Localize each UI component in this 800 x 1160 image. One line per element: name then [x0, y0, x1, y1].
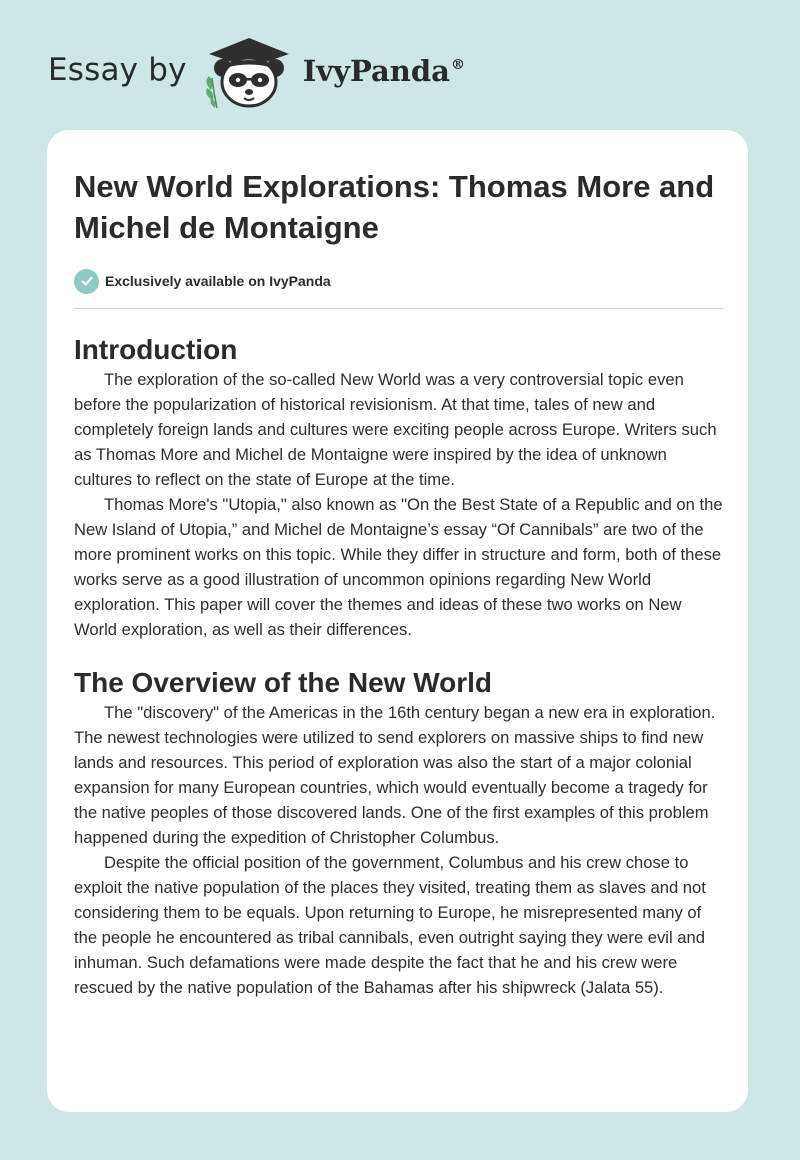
paragraph: The exploration of the so-called New World was a very controversial topic even before the popularization of historical revisionism. At that time, tales of new and completely foreign lands and cultures were exciting people across Europe. Writers such as Thomas More and Michel de Montaigne were inspired by the idea of unknown cultures to reflect on the state of Europe at the time.	[74, 370, 717, 489]
paragraph: The "discovery" of the Americas in the 16th century began a new era in exploration. The newest technologies were utilized to send explorers on massive ships to find new lands and resources. This period of exploration was also the start of a major colonial expansion for many European countries, which would eventually become a tragedy for the native peoples of those discovered lands. One of the first examples of this problem happened during the expedition of Christopher Columbus.	[74, 703, 716, 847]
exclusive-label: Exclusively available on IvyPanda	[105, 273, 331, 289]
section-heading-introduction: Introduction	[74, 334, 238, 365]
article-content	[74, 130, 723, 1000]
registered-mark: ®	[450, 57, 465, 73]
article-title: New World Explorations: Thomas More and Michel de Montaigne	[74, 169, 715, 245]
divider	[74, 308, 723, 309]
paragraph: Despite the official position of the government, Columbus and his crew chose to exploit the native population of the places they visited, treating them as slaves and not considering them to be equals. Upon returning to Europe, he misrepresented many of the people he encountered as tribal cannibals, even outright saying they were evil and inhuman. Such defamations were made despite the fact that he and his crew were rescued by the native population of the Bahamas after his shipwreck (Jalata 55).	[74, 853, 706, 997]
panda-graduate-logo-icon[interactable]	[201, 34, 297, 110]
essay-by-label: Essay by	[48, 52, 187, 88]
article-card	[47, 130, 748, 1112]
check-icon	[74, 269, 99, 294]
paragraph: Thomas More's "Utopia," also known as "On the Best State of a Republic and on the New Island of Utopia,” and Michel de Montaigne’s essay “Of Cannibals” are two of the more prominent works on this topic. While they differ in structure and form, both of these works serve as a good illustration of uncommon opinions regarding New World exploration. This paper will cover the themes and ideas of these two works on New World exploration, as well as their differences.	[74, 495, 723, 639]
site-header	[48, 34, 465, 110]
brand-name[interactable]	[303, 54, 465, 88]
exclusive-badge	[74, 268, 723, 294]
brand-name-text: IvyPanda	[302, 54, 450, 88]
section-heading-overview: The Overview of the New World	[74, 667, 493, 698]
